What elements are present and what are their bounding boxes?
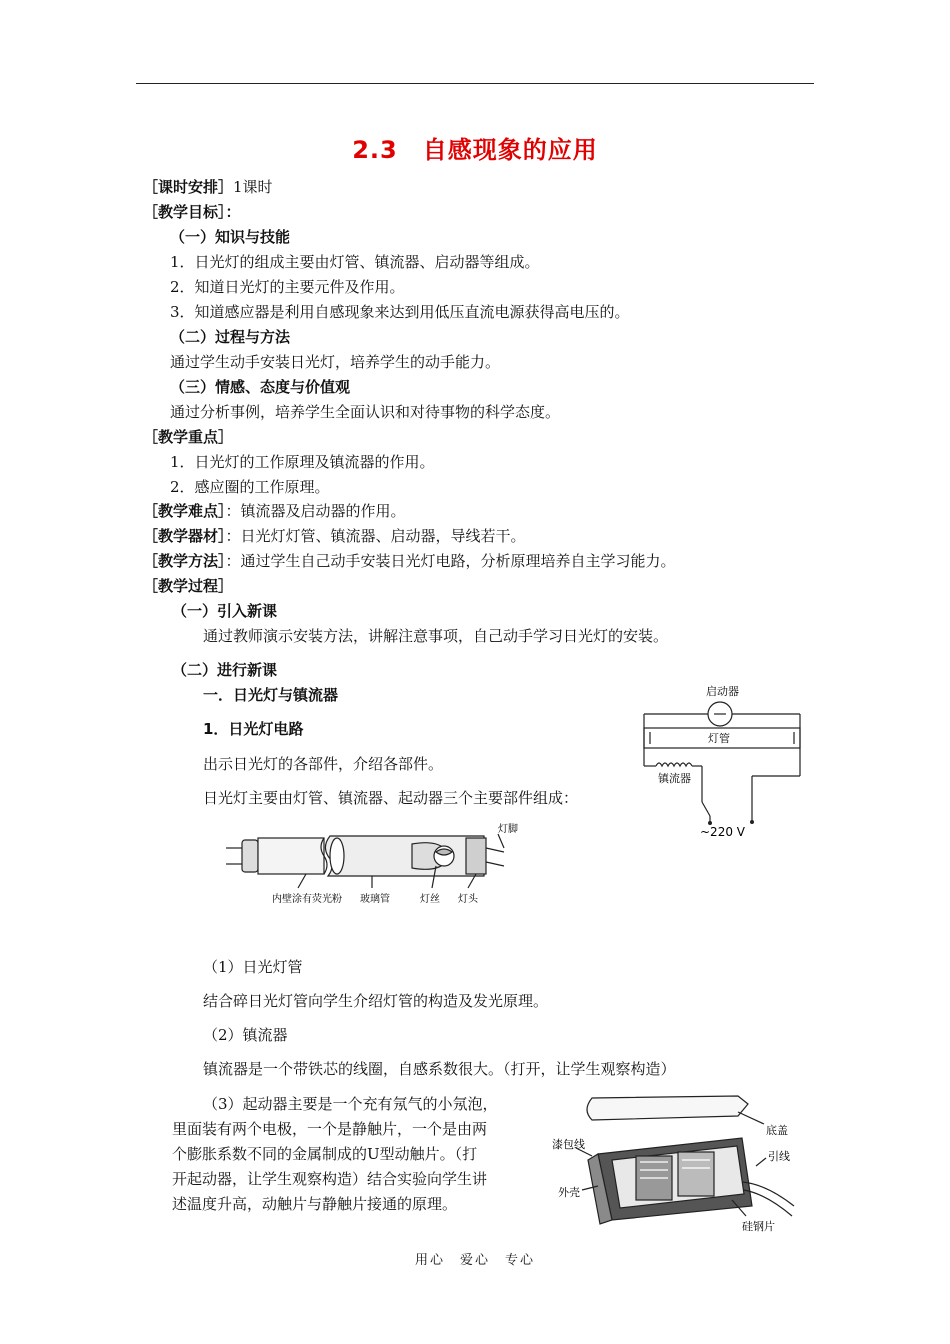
intro-text: 通过教师演示安装方法，讲解注意事项，自己动手学习日光灯的安装。 [203,627,669,645]
page-title: 2.3 自感现象的应用 [352,136,598,164]
part3-line: （3）起动器主要是一个充有氖气的小氖泡， [203,1095,498,1113]
fluorescent-tube-diagram [222,818,532,910]
core-label: 硅钢片 [742,1220,775,1233]
part2-heading: （2）镇流器 [203,1026,288,1044]
ballast-diagram [552,1086,802,1238]
knowledge-heading: （一）知识与技能 [170,228,291,246]
fluorescent-circuit-diagram [636,680,816,840]
part3-line: 里面装有两个电极，一个是静触片，一个是由两 [172,1120,488,1138]
knowledge-item: 1．日光灯的组成主要由灯管、镇流器、启动器等组成。 [170,253,540,271]
header-rule [136,83,814,84]
goals-label: ［教学目标］： [143,203,241,221]
show-parts-text: 出示日光灯的各部件，介绍各部件。 [203,755,444,773]
part1-heading: （1）日光灯管 [203,958,303,976]
schedule-label: ［课时安排］ [143,178,234,196]
intro-heading: （一）引入新课 [172,602,278,620]
starter-label: 启动器 [706,685,739,698]
difficulty-value: ：镇流器及启动器的作用。 [225,502,406,520]
tube-label: 灯管 [708,732,730,745]
part3-line: 个膨胀系数不同的金属制成的U型动触片。（打 [172,1145,478,1163]
knowledge-item: 3．知道感应器是利用自感现象来达到用低压直流电源获得高电压的。 [170,303,630,321]
schedule-value: 1课时 [233,178,273,196]
shell-label: 外壳 [558,1186,580,1199]
difficulty-label: ［教学难点］ [143,502,226,520]
cover-label: 底盖 [766,1124,788,1137]
process-method-text: 通过学生动手安装日光灯，培养学生的动手能力。 [170,353,501,371]
wire-coil-label: 漆包线 [552,1138,585,1151]
process-label: ［教学过程］ [143,577,234,595]
values-text: 通过分析事例，培养学生全面认识和对待事物的科学态度。 [170,403,561,421]
new-lesson-heading: （二）进行新课 [172,661,278,679]
subsection-heading: 1．日光灯电路 [203,720,304,738]
part3-line: 述温度升高，动触片与静触片接通的原理。 [172,1195,458,1213]
coating-label: 内壁涂有荧光粉 [272,894,342,905]
equipment-value: ：日光灯灯管、镇流器、启动器，导线若干。 [225,527,526,545]
values-heading: （三）情感、态度与价值观 [170,378,351,396]
key-point-item: 2．感应圈的工作原理。 [170,478,330,496]
part2-text: 镇流器是一个带铁芯的线圈，自感系数很大。（打开，让学生观察构造） [203,1060,676,1078]
equipment-label: ［教学器材］ [143,527,226,545]
voltage-label: ~220 V [700,825,745,839]
method-line [143,552,676,570]
cap-label: 灯头 [458,894,478,905]
knowledge-item: 2．知道日光灯的主要元件及作用。 [170,278,405,296]
process-method-heading: （二）过程与方法 [170,328,291,346]
method-label: ［教学方法］ [143,552,226,570]
glass-label: 玻璃管 [360,894,390,905]
part3-line: 开起动器，让学生观察构造）结合实验向学生讲 [172,1170,488,1188]
pin-label: 灯脚 [498,824,518,835]
ballast-label: 镇流器 [658,772,691,785]
filament-label: 灯丝 [420,894,440,905]
key-point-item: 1．日光灯的工作原理及镇流器的作用。 [170,453,435,471]
lead-label: 引线 [768,1150,790,1163]
key-points-label: ［教学重点］ [143,428,234,446]
main-parts-text: 日光灯主要由灯管、镇流器、起动器三个主要部件组成： [203,789,579,807]
section-heading: 一．日光灯与镇流器 [203,686,339,704]
difficulty-line [143,502,406,520]
method-value: ：通过学生自己动手安装日光灯电路，分析原理培养自主学习能力。 [225,552,676,570]
schedule-line [143,178,273,196]
part1-text: 结合碎日光灯管向学生介绍灯管的构造及发光原理。 [203,992,549,1010]
equipment-line [143,527,526,545]
page-footer: 用心 爱心 专心 [414,1253,535,1268]
